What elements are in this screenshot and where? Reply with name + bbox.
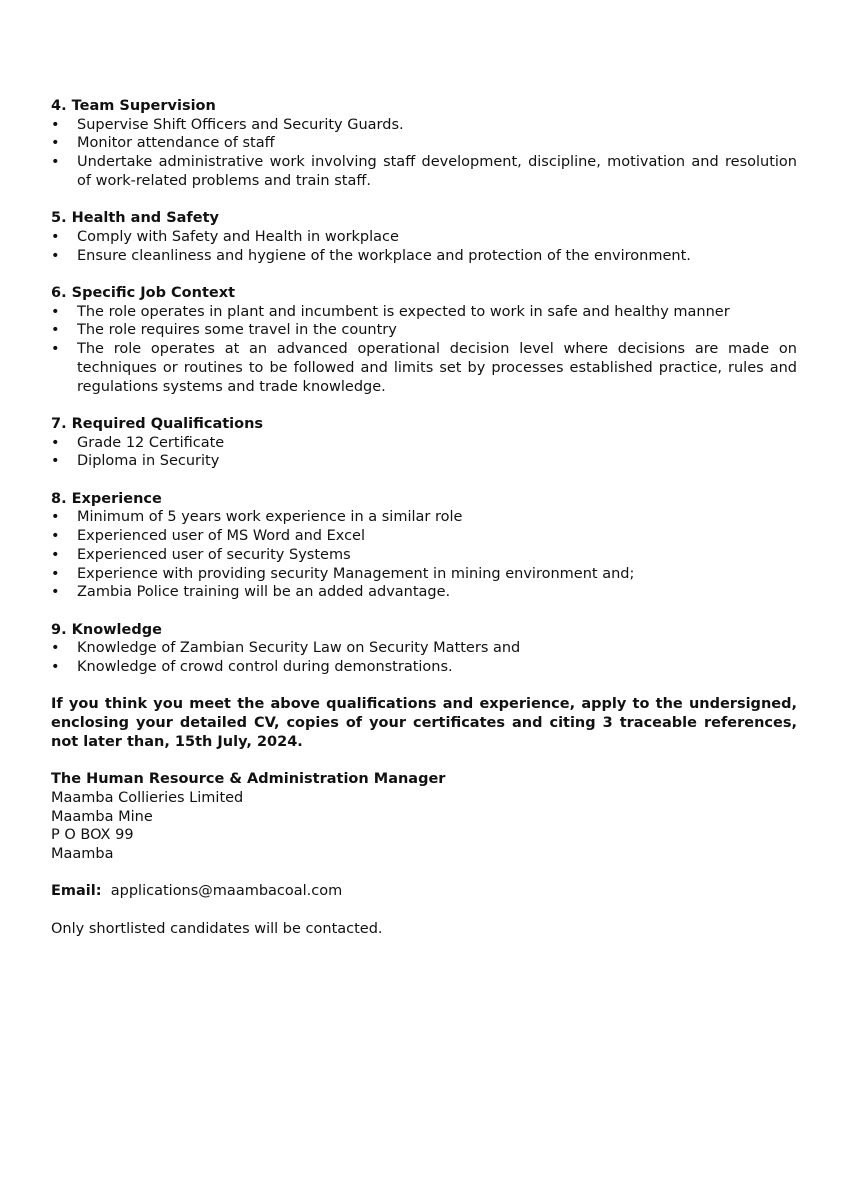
list-item: • Diploma in Security bbox=[51, 453, 220, 470]
list-item: • Experience with providing security Management in mining environment and; bbox=[51, 565, 635, 582]
email-line bbox=[51, 882, 797, 901]
bullet-icon: • bbox=[51, 116, 60, 133]
section-heading: 4. Team Supervision bbox=[51, 98, 216, 114]
address-line: Maamba Collieries Limited bbox=[51, 789, 244, 806]
bullet-list bbox=[51, 303, 797, 397]
bullet-list bbox=[51, 639, 797, 676]
address-line: Maamba bbox=[51, 846, 114, 863]
list-item: • Monitor attendance of staff bbox=[51, 135, 275, 152]
bullet-icon: • bbox=[51, 509, 60, 526]
list-item: • Knowledge of crowd control during demonstrations. bbox=[51, 659, 453, 676]
bullet-icon: • bbox=[51, 322, 60, 339]
address-block bbox=[51, 770, 797, 864]
list-item: • The role operates at an advanced operational decision level where decisions are made on techniques or routines to be followed and limits set by processes established practice, rules and regulations systems and trade knowledge. bbox=[51, 341, 797, 395]
list-item: • The role operates in plant and incumbent is expected to work in safe and healthy manner bbox=[51, 303, 730, 320]
list-item: • Ensure cleanliness and hygiene of the workplace and protection of the environment. bbox=[51, 247, 691, 264]
application-instructions: If you think you meet the above qualifications and experience, apply to the undersigned, enclosing your detailed CV, copies of your certificates and citing 3 traceable references, not later than, 15th July, 2024. bbox=[51, 696, 797, 750]
bullet-icon: • bbox=[51, 135, 60, 152]
address-line: Maamba Mine bbox=[51, 808, 153, 825]
bullet-icon: • bbox=[51, 659, 60, 676]
bullet-list bbox=[51, 116, 797, 191]
bullet-icon: • bbox=[51, 341, 60, 358]
section-health-and-safety bbox=[51, 209, 797, 265]
list-item: • Supervise Shift Officers and Security Guards. bbox=[51, 116, 404, 133]
list-item: • Grade 12 Certificate bbox=[51, 434, 225, 451]
document-page bbox=[51, 97, 797, 939]
list-item: • The role requires some travel in the country bbox=[51, 322, 397, 339]
address-line: P O BOX 99 bbox=[51, 827, 134, 844]
bullet-icon: • bbox=[51, 154, 60, 171]
bullet-icon: • bbox=[51, 247, 60, 264]
list-item: • Zambia Police training will be an added advantage. bbox=[51, 584, 451, 601]
list-item: • Comply with Safety and Health in workplace bbox=[51, 228, 399, 245]
section-heading: 9. Knowledge bbox=[51, 621, 162, 638]
section-heading: 8. Experience bbox=[51, 490, 162, 507]
bullet-icon: • bbox=[51, 528, 60, 545]
section-heading: 7. Required Qualifications bbox=[51, 415, 264, 432]
section-experience bbox=[51, 490, 797, 602]
list-item: • Knowledge of Zambian Security Law on Security Matters and bbox=[51, 640, 521, 657]
bullet-list bbox=[51, 434, 797, 471]
list-item: • Experienced user of MS Word and Excel bbox=[51, 528, 365, 545]
bullet-icon: • bbox=[51, 453, 60, 470]
section-heading: 6. Specific Job Context bbox=[51, 285, 236, 301]
section-heading: 5. Health and Safety bbox=[51, 210, 219, 227]
section-required-qualifications bbox=[51, 415, 797, 471]
bullet-icon: • bbox=[51, 640, 60, 657]
bullet-icon: • bbox=[51, 434, 60, 451]
section-specific-job-context bbox=[51, 284, 797, 396]
list-item: • Minimum of 5 years work experience in a similar role bbox=[51, 509, 463, 526]
list-item: • Undertake administrative work involving staff development, discipline, motivation and resolution of work-related problems and train staff. bbox=[51, 154, 797, 189]
section-team-supervision bbox=[51, 97, 797, 191]
list-item: • Experienced user of security Systems bbox=[51, 546, 351, 563]
section-knowledge bbox=[51, 621, 797, 677]
bullet-icon: • bbox=[51, 565, 60, 582]
email-address[interactable]: applications@maambacoal.com bbox=[110, 883, 343, 900]
bullet-list bbox=[51, 508, 797, 602]
address-title: The Human Resource & Administration Manager bbox=[51, 771, 446, 788]
footer-note: Only shortlisted candidates will be contacted. bbox=[51, 920, 383, 937]
bullet-icon: • bbox=[51, 228, 60, 245]
email-label: Email: bbox=[51, 883, 102, 900]
bullet-list bbox=[51, 228, 797, 265]
bullet-icon: • bbox=[51, 546, 60, 563]
bullet-icon: • bbox=[51, 584, 60, 601]
bullet-icon: • bbox=[51, 303, 60, 320]
